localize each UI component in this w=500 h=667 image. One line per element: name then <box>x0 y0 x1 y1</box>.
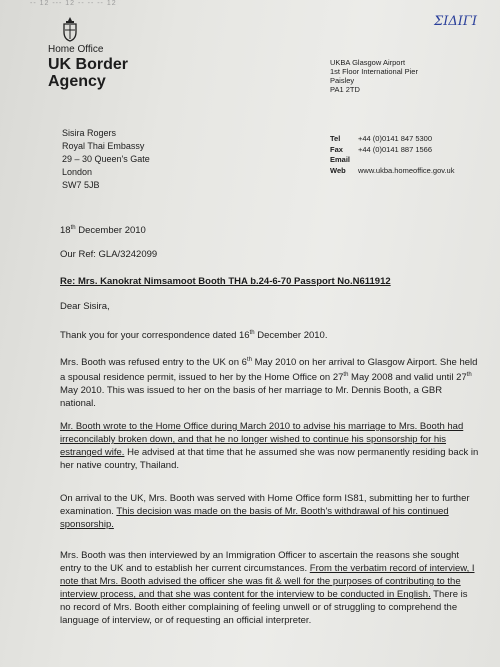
recipient-address: Sisira Rogers Royal Thai Embassy 29 – 30 Queen's Gate London SW7 5JB <box>62 128 150 190</box>
ukba-address: UKBA Glasgow Airport 1st Floor International Pier Paisley PA1 2TD <box>330 58 418 94</box>
salutation: Dear Sisira, <box>60 301 110 312</box>
our-reference: Our Ref: GLA/3242099 <box>60 249 158 260</box>
paragraph-refusal: Mrs. Booth was refused entry to the UK on 6th May 2010 on her arrival to Glasgow Airport. She held a spousal residence permit, issued to her by the Home Office on 27th May 2008 and valid until 27th May 2010. This was issued to her on the basis of her marriage to Mr. Dennis Booth, a GBR national. <box>60 357 478 410</box>
top-mark: -- 12 --- 12 -- -- -- 12 <box>30 0 117 7</box>
org-home-office: Home Office <box>48 44 104 55</box>
letter-date: 18th December 2010 <box>60 225 146 237</box>
paragraph-sponsor-withdrawal: Mr. Booth wrote to the Home Office during March 2010 to advise his marriage to Mrs. Booth had irreconcilably broken down, and that he no longer wished to continue his sponsorship for his estranged wife. He advised at that time that he assumed she was now permanently residing back in her native country, Thailand. <box>60 421 479 471</box>
handwritten-note: ΣΙΔΙΓΙ <box>434 14 478 29</box>
thanks-paragraph: Thank you for your correspondence dated 16th December 2010. <box>60 330 328 342</box>
org-name: UK Border Agency <box>48 56 129 90</box>
crest-icon <box>60 16 80 42</box>
contact-details: Tel +44 (0)0141 847 5300 Fax +44 (0)0141 887 1566 Email Web www.ukba.homeoffice.gov.uk <box>330 134 455 175</box>
paragraph-interview: Mrs. Booth was then interviewed by an Immigration Officer to ascertain the reasons she sought entry to the UK and to establish her current circumstances. From the verbatim record of interview, I note that Mrs. Booth advised the officer she was fit & well for the purposes of contributing to the interview process, and that she was content for the interview to be conducted in English. There is no record of Mrs. Booth either complaining of feeling unwell or of struggling to comprehend the language of interview, or of requesting an official interpreter. <box>60 550 475 626</box>
subject-line: Re: Mrs. Kanokrat Nimsamoot Booth THA b.24-6-70 Passport No.N611912 <box>60 276 391 287</box>
paragraph-examination: On arrival to the UK, Mrs. Booth was served with Home Office form IS81, submitting her to further examination. This decision was made on the basis of Mr. Booth's withdrawal of his continued sponsorship. <box>60 493 470 530</box>
